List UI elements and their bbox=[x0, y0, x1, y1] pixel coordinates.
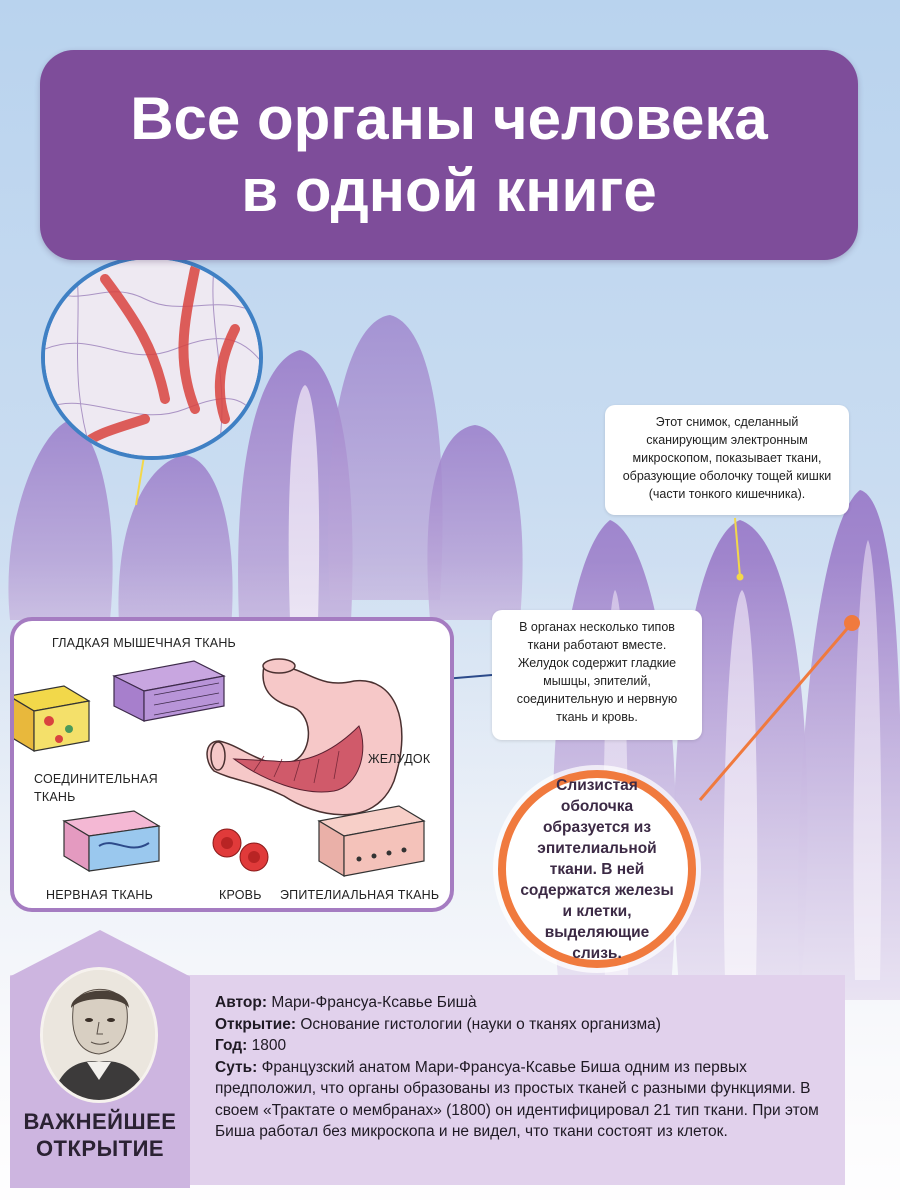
fact-year-label: Год: bbox=[215, 1037, 248, 1054]
discovery-facts bbox=[215, 992, 840, 1143]
smooth-muscle-block bbox=[114, 661, 224, 721]
page-title-line-1: Все органы человека bbox=[130, 85, 768, 152]
fact-year-value: 1800 bbox=[247, 1037, 287, 1054]
label-connective-2: ТКАНЬ bbox=[34, 790, 76, 804]
fact-summary bbox=[215, 1057, 840, 1143]
fact-year bbox=[215, 1035, 840, 1057]
stomach-illustration bbox=[207, 659, 402, 815]
label-blood: КРОВЬ bbox=[219, 888, 262, 902]
connective-tissue-block bbox=[14, 686, 89, 751]
fact-summary-label: Суть: bbox=[215, 1058, 258, 1076]
label-nervous: НЕРВНАЯ ТКАНЬ bbox=[46, 888, 153, 902]
page-title-line-2: в одной книге bbox=[241, 157, 657, 224]
label-epithelial: ЭПИТЕЛИАЛЬНАЯ ТКАНЬ bbox=[280, 888, 440, 902]
badge-line-2: ОТКРЫТИЕ bbox=[35, 1136, 165, 1161]
nervous-tissue-block bbox=[64, 811, 159, 871]
fact-author bbox=[215, 992, 840, 1014]
magnified-capillaries bbox=[41, 255, 263, 460]
label-stomach: ЖЕЛУДОК bbox=[368, 752, 431, 766]
capillaries-illustration bbox=[45, 259, 263, 460]
epithelial-tissue-block bbox=[319, 806, 424, 876]
tissue-diagram-panel bbox=[10, 617, 454, 912]
fact-discovery bbox=[215, 1014, 840, 1036]
title-banner bbox=[40, 50, 858, 260]
fact-discovery-label: Открытие: bbox=[215, 1015, 297, 1033]
portrait-drawing bbox=[43, 970, 155, 1100]
badge-line-1: ВАЖНЕЙШЕЕ bbox=[23, 1109, 177, 1134]
label-smooth-muscle: ГЛАДКАЯ МЫШЕЧНАЯ ТКАНЬ bbox=[52, 636, 236, 650]
organs-callout: В органах несколько типов ткани работают вместе. Желудок содержит гладкие мышцы, эпителий, соединительную и нервную ткань и кровь. bbox=[492, 610, 702, 740]
sem-photo-callout: Этот снимок, сделанный сканирующим электронным микроскопом, показывает ткани, образующие оболочку тощей кишки (части тонкого кишечника). bbox=[605, 405, 849, 515]
fact-discovery-value: Основание гистологии (науки о тканях организма) bbox=[296, 1015, 661, 1033]
discovery-badge bbox=[10, 1108, 190, 1162]
blood-cells bbox=[213, 829, 268, 871]
label-connective-1: СОЕДИНИТЕЛЬНАЯ bbox=[34, 772, 158, 786]
bichat-portrait bbox=[40, 967, 158, 1103]
mucosa-callout bbox=[498, 770, 696, 968]
fact-author-value: Мари-Франсуа-Ксавье Биша̀ bbox=[267, 994, 477, 1011]
fact-summary-value: Французский анатом Мари-Франсуа-Ксавье Биша одним из первых предположил, что органы образованы из простых тканей с разными функциями. В своем «Трактате о мембранах» (1800) он идентифицировал 21 тип ткани. При этом Биша работал без микроскопа и не видел, что ткани состоят из клеток. bbox=[215, 1058, 819, 1140]
fact-author-label: Автор: bbox=[215, 994, 268, 1011]
mucosa-callout-text: Слизистая оболочка образуется из эпителиальной ткани. В ней содержатся железы и клетки, выделяющие слизь. bbox=[520, 776, 674, 962]
